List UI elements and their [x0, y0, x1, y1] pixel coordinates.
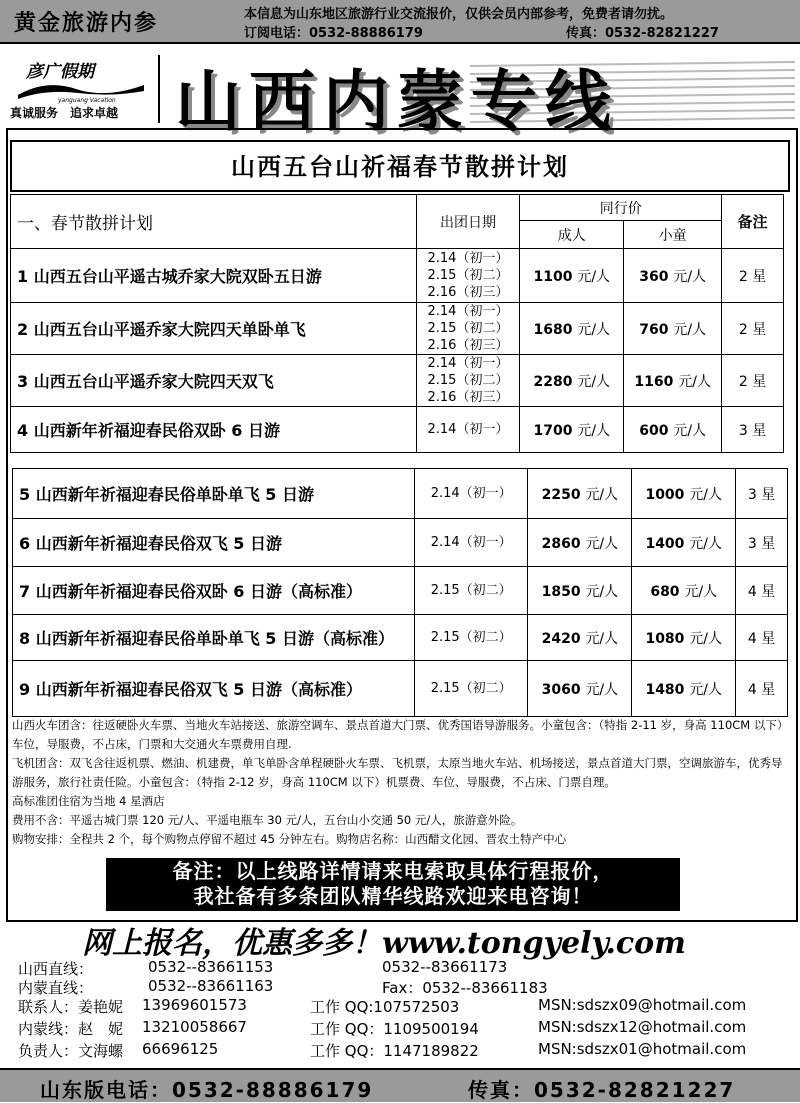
price-unit: 元/人: [585, 583, 619, 600]
note-hotel: 高标准团住宿为当地 4 星酒店: [12, 794, 165, 808]
shanxi-tel-1: 0532--83661153: [148, 958, 274, 976]
child-price-value: 360: [639, 268, 669, 285]
child-price-value: 600: [639, 422, 669, 439]
adult-price: [528, 519, 632, 567]
child-price-value: 680: [650, 583, 680, 600]
adult-price-value: 3060: [541, 681, 581, 698]
note-excluded: 费用不含：平遥古城门票 120 元/人、平遥电瓶车 30 元/人，五台山小交通 50 元/人，旅游意外险。: [12, 813, 523, 827]
child-price-value: 1080: [645, 630, 685, 647]
adult-price: [520, 355, 624, 407]
route-row: [13, 469, 788, 519]
hotel-star: 2 星: [722, 249, 784, 303]
note-flight: 飞机团含：双飞含往返机票、燃油、机建费，单飞单卧含单程硬卧火车票、飞机票，太原当地火车站、机场接送，景点首道大门票，空调旅游车，优秀导游服务，旅行社责任险。小童包含：（特指 2-12 岁，身高 110CM 以下）机票费、车位、导服费，不占床、门票自理。: [12, 756, 783, 789]
route-name: 6 山西新年祈福迎春民俗双飞 5 日游: [13, 519, 415, 567]
note-shopping: 购物安排：全程共 2 个，每个购物点停留不超过 45 分钟左右。购物店名称：山西醋文化园、晋农土特产中心: [12, 832, 567, 846]
price-unit: 元/人: [673, 321, 707, 338]
route-row: [11, 249, 784, 303]
departure-dates: [416, 355, 520, 407]
adult-price-value: 1100: [533, 268, 573, 285]
child-price: [632, 469, 736, 519]
neimeng-fax: Fax：0532--83661183: [382, 979, 548, 997]
contact-phone[interactable]: 13210058667: [142, 1018, 247, 1036]
departure-date: 2.15（初二）: [427, 373, 509, 388]
hotel-star: 3 星: [736, 469, 788, 519]
child-price-value: 1400: [645, 535, 685, 552]
adult-price-value: 2860: [541, 535, 581, 552]
route-name: 5 山西新年祈福迎春民俗单卧单飞 5 日游: [13, 469, 415, 519]
adult-price-value: 2280: [533, 373, 573, 390]
child-price: [632, 615, 736, 661]
shanxi-tel-2: 0532--83661173: [382, 958, 508, 976]
adult-price-value: 1850: [541, 583, 581, 600]
adult-price-value: 1680: [533, 321, 573, 338]
hotel-star: 4 星: [736, 615, 788, 661]
route-row: [13, 615, 788, 661]
departure-dates: [414, 469, 528, 519]
contact-phone[interactable]: 66696125: [142, 1040, 219, 1058]
footer-fax: 传真：0532-82821227: [468, 1078, 736, 1102]
child-price-value: 1000: [645, 486, 685, 503]
contact-qq: 工作 QQ:107572503: [310, 998, 460, 1016]
schedule-table-b: [12, 468, 788, 717]
child-price-value: 1160: [634, 373, 674, 390]
child-price-value: 760: [639, 321, 669, 338]
departure-date: 2.14（初一）: [430, 535, 512, 550]
plan-title: 山西五台山祈福春节散拼计划: [10, 140, 790, 192]
note-train: 山西火车团含：往返硬卧火车票、当地火车站接送、旅游空调车、景点首道大门票、优秀国语导游服务。小童包含：（特指 2-11 岁，身高 110CM 以下）车位，导服费，不占床，门票和大交通火车票费用自理.: [12, 718, 783, 751]
remark-line-2: 我社备有多条团队精华线路欢迎来电咨询！: [193, 884, 593, 908]
contact-msn[interactable]: MSN:sdszx12@hotmail.com: [538, 1018, 747, 1036]
subscribe-phone: 订阅电话：0532-88886179: [244, 26, 423, 41]
departure-date: 2.14（初一）: [430, 486, 512, 501]
child-price: [632, 519, 736, 567]
adult-price: [528, 661, 632, 717]
logo-slogan: 真诚服务 追求卓越: [10, 106, 119, 120]
remark-box: [106, 858, 680, 911]
child-price: [632, 567, 736, 615]
route-row: [13, 661, 788, 717]
price-unit: 元/人: [673, 422, 707, 439]
bottom-banner: [0, 1068, 800, 1102]
price-unit: 元/人: [585, 486, 619, 503]
col-note-header: 备注: [722, 195, 784, 249]
departure-date: 2.14（初一）: [427, 356, 509, 371]
route-name: 7 山西新年祈福迎春民俗双卧 6 日游（高标准）: [13, 567, 415, 615]
departure-date: 2.14（初一）: [427, 422, 509, 437]
brand-title: 黄金旅游内参: [14, 11, 159, 36]
departure-dates: [416, 303, 520, 355]
departure-dates: [414, 661, 528, 717]
shanxi-label: 山西直线：: [18, 960, 94, 978]
route-name: 4 山西新年祈福迎春民俗双卧 6 日游: [11, 407, 417, 453]
price-unit: 元/人: [577, 373, 611, 390]
agency-logo: [8, 55, 160, 123]
route-row: [13, 519, 788, 567]
contact-msn[interactable]: MSN:sdszx09@hotmail.com: [538, 996, 747, 1014]
price-unit: 元/人: [689, 630, 723, 647]
online-signup-link[interactable]: 网上报名，优惠多多！www.tongyely.com: [82, 926, 686, 961]
col-date-header: 出团日期: [416, 195, 520, 249]
child-price: [624, 249, 722, 303]
adult-price: [528, 567, 632, 615]
route-row: [11, 407, 784, 453]
schedule-table-a: [10, 194, 784, 453]
departure-date: 2.16（初三）: [427, 338, 509, 353]
child-price: [624, 303, 722, 355]
hotel-star: 4 星: [736, 567, 788, 615]
contact-msn[interactable]: MSN:sdszx01@hotmail.com: [538, 1040, 747, 1058]
price-unit: 元/人: [585, 681, 619, 698]
route-row: [13, 567, 788, 615]
departure-dates: [416, 249, 520, 303]
route-name: 9 山西新年祈福迎春民俗双飞 5 日游（高标准）: [13, 661, 415, 717]
wave-logo-icon: [16, 77, 146, 99]
hotel-star: 3 星: [736, 519, 788, 567]
section-label: 一、春节散拼计划: [11, 195, 417, 249]
neimeng-tel-1: 0532--83661163: [148, 977, 274, 995]
route-name: 1 山西五台山平遥古城乔家大院双卧五日游: [11, 249, 417, 303]
logo-english: yanguang Vacation: [58, 97, 116, 104]
col-price-header: 同行价: [520, 195, 722, 221]
adult-price-value: 2250: [541, 486, 581, 503]
departure-date: 2.16（初三）: [427, 390, 509, 405]
price-unit: 元/人: [689, 486, 723, 503]
route-row: [11, 303, 784, 355]
hotel-star: 2 星: [722, 355, 784, 407]
notice-text: 本信息为山东地区旅游行业交流报价，仅供会员内部参考，免费者请勿扰。: [244, 7, 674, 22]
footer-phone: 山东版电话：0532-88886179: [40, 1078, 374, 1102]
departure-dates: [416, 407, 520, 453]
price-unit: 元/人: [577, 422, 611, 439]
departure-dates: [414, 567, 528, 615]
price-unit: 元/人: [684, 583, 718, 600]
notes-block: [12, 716, 788, 849]
col-adult-header: 成人: [520, 221, 624, 249]
child-price-value: 1480: [645, 681, 685, 698]
price-unit: 元/人: [673, 268, 707, 285]
header-fax: 传真：0532-82821227: [566, 26, 719, 41]
contact-role: 内蒙线：赵 妮: [18, 1020, 124, 1038]
route-name: 2 山西五台山平遥乔家大院四天单卧单飞: [11, 303, 417, 355]
neimeng-label: 内蒙直线：: [18, 979, 94, 997]
departure-dates: [414, 519, 528, 567]
hotel-star: 3 星: [722, 407, 784, 453]
adult-price-value: 1700: [533, 422, 573, 439]
route-row: [11, 355, 784, 407]
price-unit: 元/人: [678, 373, 711, 390]
top-banner: [0, 0, 800, 44]
departure-dates: [414, 615, 528, 661]
contact-qq: 工作 QQ：1109500194: [310, 1020, 479, 1038]
departure-date: 2.15（初二）: [430, 583, 512, 598]
adult-price: [520, 249, 624, 303]
adult-price: [520, 407, 624, 453]
price-unit: 元/人: [585, 630, 619, 647]
price-unit: 元/人: [689, 681, 723, 698]
contact-role: 负责人：文海螺: [18, 1042, 124, 1060]
price-unit: 元/人: [577, 321, 611, 338]
child-price: [632, 661, 736, 717]
adult-price: [528, 615, 632, 661]
col-child-header: 小童: [624, 221, 722, 249]
remark-line-1: 备注：以上线路详情请来电索取具体行程报价，: [172, 859, 614, 883]
price-unit: 元/人: [577, 268, 611, 285]
price-unit: 元/人: [689, 535, 723, 552]
departure-date: 2.15（初二）: [427, 268, 509, 283]
child-price: [624, 407, 722, 453]
adult-price-value: 2420: [541, 630, 581, 647]
price-unit: 元/人: [585, 535, 619, 552]
hotel-star: 2 星: [722, 303, 784, 355]
route-name: 3 山西五台山平遥乔家大院四天双飞: [11, 355, 417, 407]
departure-date: 2.15（初二）: [427, 321, 509, 336]
logo-name: 彦广假期: [26, 62, 94, 82]
departure-date: 2.15（初二）: [430, 630, 512, 645]
contact-qq: 工作 QQ：1147189822: [310, 1042, 479, 1060]
departure-date: 2.14（初一）: [427, 304, 509, 319]
departure-date: 2.15（初二）: [430, 681, 512, 696]
hotel-star: 4 星: [736, 661, 788, 717]
child-price: [624, 355, 722, 407]
adult-price: [528, 469, 632, 519]
contact-phone[interactable]: 13969601573: [142, 996, 247, 1014]
contact-role: 联系人：姜艳妮: [18, 998, 124, 1016]
route-name: 8 山西新年祈福迎春民俗单卧单飞 5 日游（高标准）: [13, 615, 415, 661]
adult-price: [520, 303, 624, 355]
headline: 山西内蒙专线: [175, 63, 619, 140]
departure-date: 2.14（初一）: [427, 251, 509, 266]
departure-date: 2.16（初三）: [427, 285, 509, 300]
